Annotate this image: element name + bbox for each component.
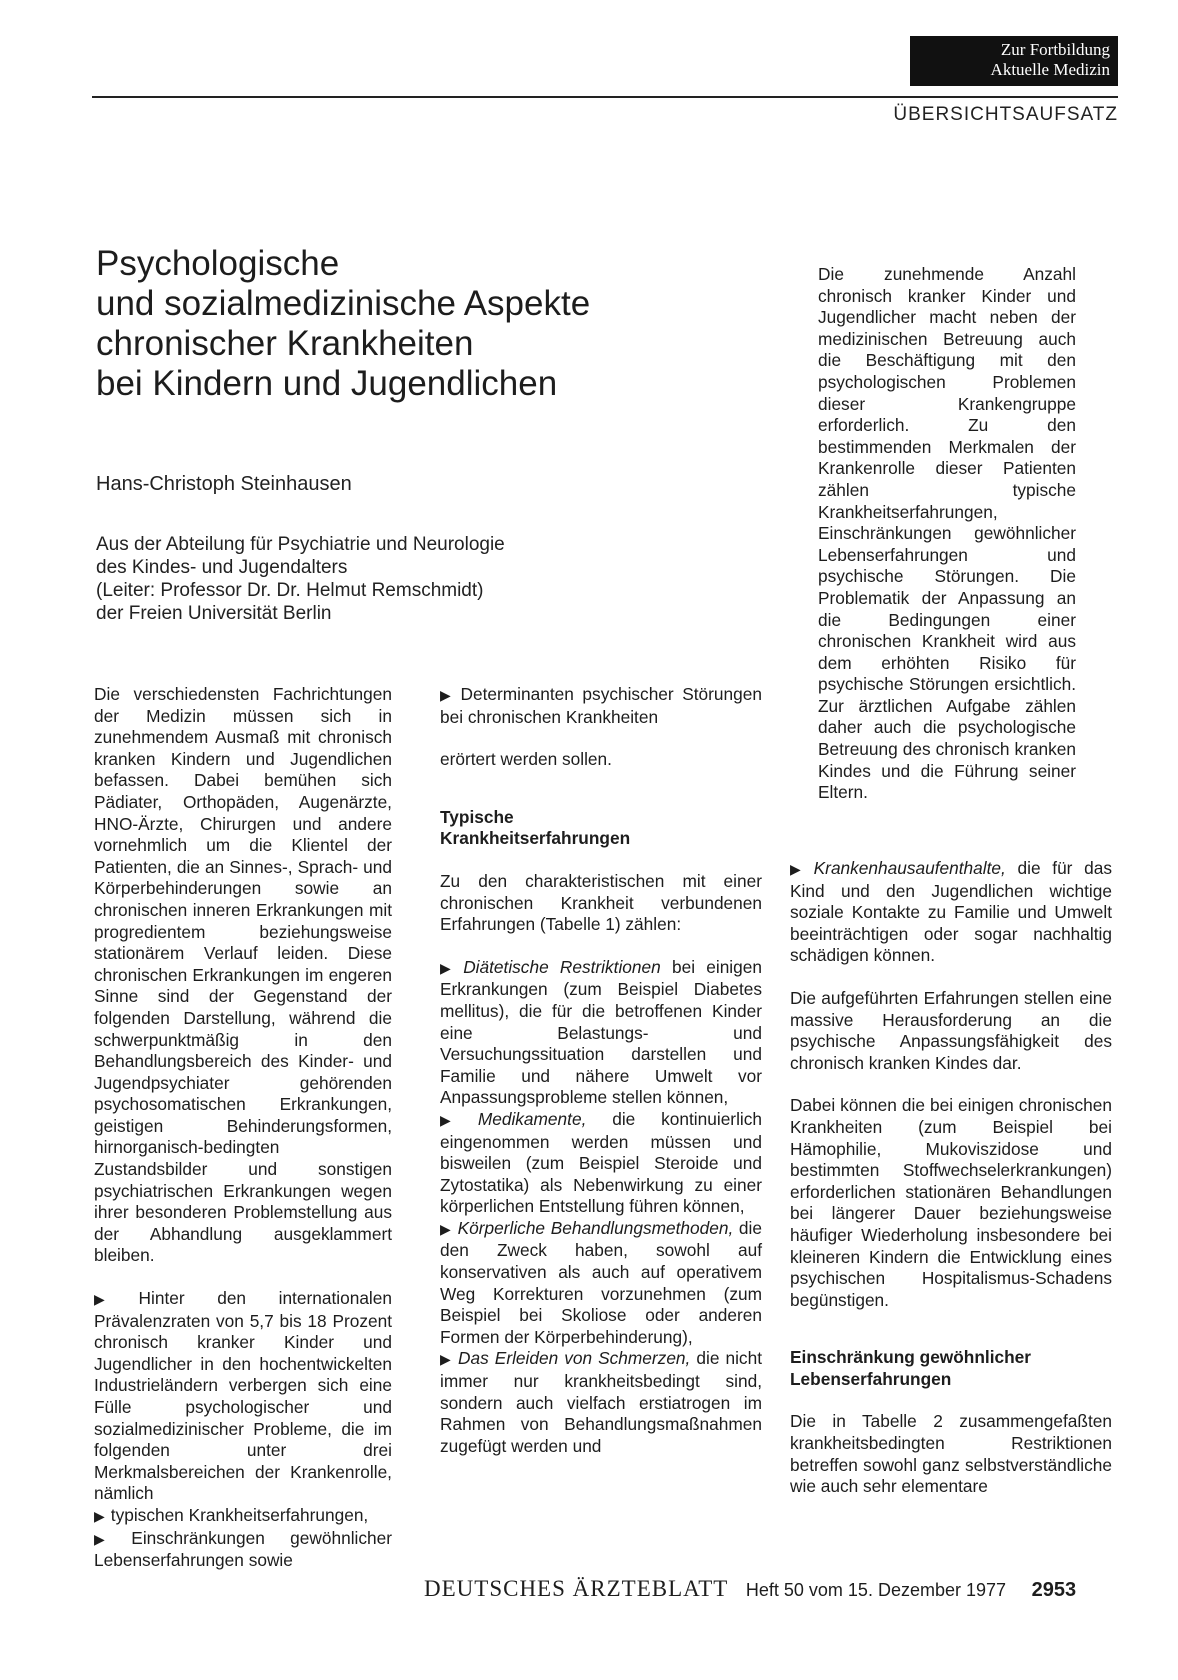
list-item-term: Diätetische Restriktionen	[463, 956, 661, 977]
arrow-bullet-icon: ▶	[440, 1220, 452, 1237]
arrow-bullet-icon: ▶	[440, 1351, 453, 1368]
list-item-term: Das Erleiden von Schmerzen,	[458, 1348, 691, 1369]
article-title	[96, 244, 746, 404]
subheading: Typische Krankheitserfahrungen	[440, 806, 631, 849]
list-item	[790, 858, 1112, 967]
affiliation-line: Aus der Abteilung für Psychiatrie und Neurologie	[96, 534, 505, 555]
list-item-text: die nicht immer nur krankheitsbedingt sind, sondern auch vielfach erstiatrogen im Rahmen von Behandlungsmaßnahmen zugefügt werden und	[440, 1348, 762, 1456]
list-item-text: die kontinuierlich eingenommen werden müssen und bisweilen (zum Beispiel Steroide und Zytostatika) als Nebenwirkung zu einer körperlichen Entstellung führen können,	[440, 1108, 762, 1217]
affiliation	[96, 533, 505, 625]
list-item-text: Determinanten psychischer Störungen bei chronischen Krankheiten	[440, 684, 762, 727]
list-item	[94, 1528, 392, 1572]
page-number: 2953	[1031, 1579, 1077, 1601]
title-line: chronischer Krankheiten	[96, 324, 474, 363]
label-line-2: Aktuelle Medizin	[990, 60, 1110, 79]
paragraph: Dabei können die bei einigen chronischen Krankheiten (zum Beispiel bei Hämophilie, Mukoviszidose und bestimmten Stoffwechselerkrankungen) erforderlichen stationären Behandlungen bei längerer Dauer beziehungsweise häufiger Wiederholung insbesondere bei kleineren Kindern die Entwicklung eines psychischen Hospitalismus-Schadens begünstigen.	[790, 1095, 1112, 1310]
column-3	[790, 858, 1112, 1498]
arrow-bullet-icon: ▶	[94, 1530, 126, 1547]
issue-info: Heft 50 vom 15. Dezember 1977	[745, 1580, 1007, 1600]
list-item-term: Krankenhausaufenthalte,	[813, 858, 1006, 878]
column-2	[440, 684, 762, 1457]
subheading: Einschränkung gewöhnlicher Lebenserfahrungen	[790, 1347, 1032, 1389]
list-item-text: die den Zweck haben, sowohl auf konservativen als auch auf operativem Weg Korrekturen vorzunehmen (zum Beispiel bei Skoliose oder anderen Formen der Körperbehinderung),	[440, 1217, 762, 1347]
affiliation-line: (Leiter: Professor Dr. Dr. Helmut Remschmidt)	[96, 580, 484, 601]
page-footer	[424, 1576, 1076, 1602]
list-item	[440, 1218, 762, 1349]
top-rule	[92, 96, 1118, 98]
paragraph: Zu den charakteristischen mit einer chronischen Krankheit verbundenen Erfahrungen (Tabelle 1) zählen:	[440, 870, 762, 935]
arrow-bullet-icon: ▶	[440, 959, 458, 976]
title-line: und sozialmedizinische Aspekte	[96, 284, 591, 323]
paragraph-text: Hinter den internationalen Prävalenzraten von 5,7 bis 18 Prozent chronisch kranker Kinder und Jugendlicher in den hochentwickelten Industrieländern verbergen sich eine Fülle psychologischer und sozialmedizinischer Probleme, die im folgenden unter drei Merkmalsbereichen der Krankenrolle, nämlich	[94, 1288, 392, 1504]
list-item-text: Einschränkungen gewöhnlicher Lebenserfahrungen sowie	[94, 1527, 392, 1571]
arrow-bullet-icon: ▶	[94, 1291, 133, 1308]
list-item	[440, 684, 762, 728]
paragraph: Die in Tabelle 2 zusammengefaßten krankheitsbedingten Restriktionen betreffen sowohl ganz selbstverständliche wie auch sehr elementare	[790, 1411, 1112, 1497]
section-label-box	[910, 36, 1118, 86]
column-1	[94, 684, 392, 1572]
arrow-bullet-icon: ▶	[94, 1507, 105, 1524]
affiliation-line: des Kindes- und Jugendalters	[96, 557, 348, 578]
label-line-1: Zur Fortbildung	[1000, 40, 1110, 59]
list-item	[440, 957, 762, 1109]
title-line: Psychologische	[96, 244, 340, 283]
list-item-text: typischen Krankheitserfahrungen,	[110, 1504, 369, 1525]
list-item	[440, 1109, 762, 1218]
arrow-bullet-icon: ▶	[790, 861, 808, 877]
paragraph: Die verschiedensten Fachrichtungen der Medizin müssen sich in zunehmendem Ausmaß mit chronisch kranken Kindern und Jugendlichen befassen. Dabei bemühen sich Pädiater, Orthopäden, Augenärzte, HNO-Ärzte, Chirurgen und andere vornehmlich um die Klientel der Patienten, die an Sinnes-, Sprach- und Körperbehinderungen sowie an chronischen inneren Erkrankungen mit progredientem beziehungsweise stationärem Verlauf leiden. Diese chronischen Erkrankungen im engeren Sinne sind der Gegenstand der folgenden Darstellung, während die schwerpunktmäßig in den Behandlungsbereich des Kinder- und Jugendpsychiater gehörenden psychosomatischen Erkrankungen, geistigen Behinderungsformen, hirnorganisch-bedingten Zustandsbilder und sonstigen psychiatrischen Erkrankungen wegen ihrer besonderen Problemstellung aus der Abhandlung ausgeklammert bleiben.	[94, 684, 392, 1266]
abstract	[818, 264, 1076, 804]
journal-name: DEUTSCHES ÄRZTEBLATT	[424, 1576, 729, 1601]
list-item-text: die für das Kind und den Jugendlichen wichtige soziale Kontakte zu Familie und Umwelt beeinträchtigen oder sogar nachhaltig schädigen können.	[790, 858, 1112, 966]
paragraph: erörtert werden sollen.	[440, 749, 612, 770]
title-line: bei Kindern und Jugendlichen	[96, 364, 558, 403]
article-type: ÜBERSICHTSAUFSATZ	[893, 104, 1118, 125]
paragraph	[94, 1288, 392, 1505]
abstract-text: Die zunehmende Anzahl chronisch kranker Kinder und Jugendlicher macht neben der medizinischen Betreuung auch die Beschäftigung mit den psychologischen Problemen dieser Krankengruppe erforderlich. Zu den bestimmenden Merkmalen der Krankenrolle dieser Patienten zählen typische Krankheitserfahrungen, Einschränkungen gewöhnlicher Lebenserfahrungen und psychische Störungen. Die Problematik der Anpassung an die Bedingungen einer chronischen Krankheit wird aus dem erhöhten Risiko für psychische Störungen ersichtlich. Zur ärztlichen Aufgabe zählen daher auch die psychologische Betreuung des chronisch kranken Kindes und die Führung seiner Eltern.	[818, 264, 1076, 803]
arrow-bullet-icon: ▶	[440, 687, 455, 703]
list-item-term: Körperliche Behandlungsmethoden,	[457, 1217, 734, 1238]
arrow-bullet-icon: ▶	[440, 1111, 472, 1128]
list-item-term: Medikamente,	[477, 1108, 587, 1129]
paragraph: Die aufgeführten Erfahrungen stellen eine massive Herausforderung an die psychische Anpassungsfähigkeit des chronisch kranken Kindes dar.	[790, 987, 1112, 1073]
list-item	[94, 1505, 392, 1528]
list-item-text: bei einigen Erkrankungen (zum Beispiel Diabetes mellitus), die für die betroffenen Kinder eine Belastungs- und Versuchungssituation darstellen und Familie und nähere Umwelt vor Anpassungsprobleme stellen können,	[440, 956, 762, 1108]
list-item	[440, 1348, 762, 1457]
affiliation-line: der Freien Universität Berlin	[96, 603, 332, 624]
author: Hans-Christoph Steinhausen	[96, 473, 352, 495]
